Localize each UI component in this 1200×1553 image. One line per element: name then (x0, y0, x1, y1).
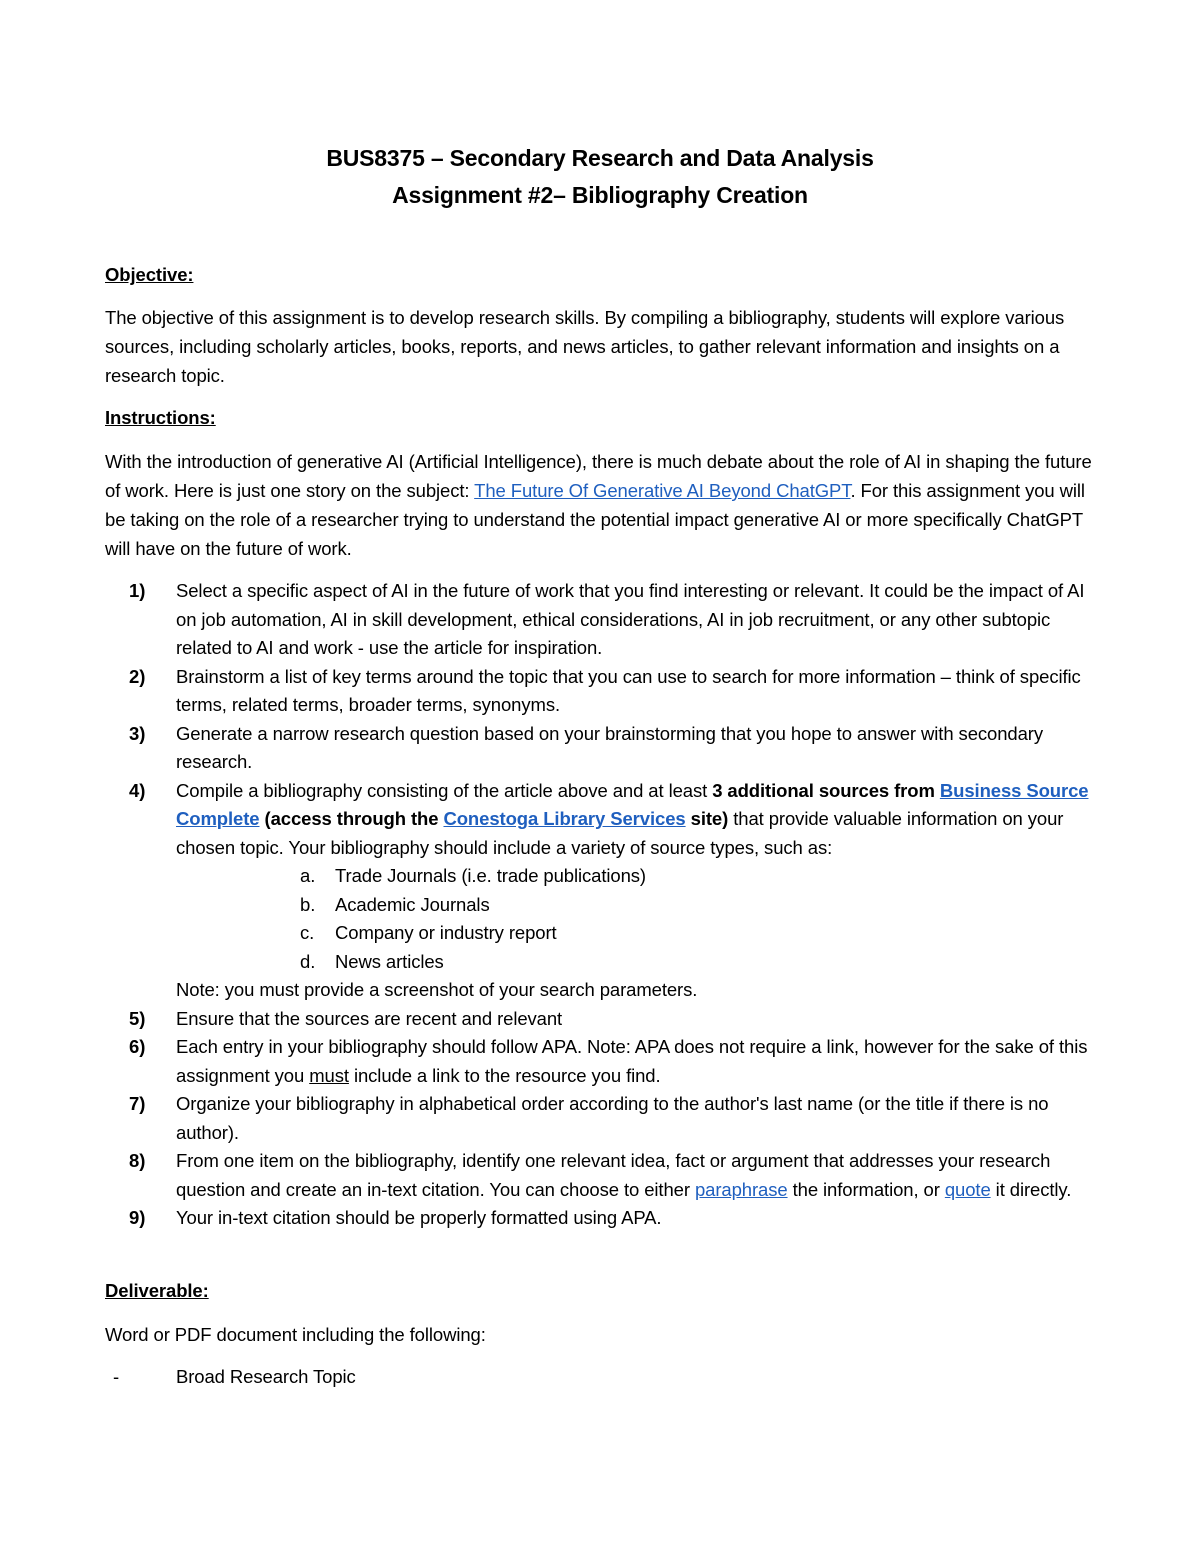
objective-heading: Objective: (105, 264, 194, 285)
step-number: 3) (129, 722, 146, 744)
sub-list-item (105, 948, 1100, 977)
deliverable-heading: Deliverable: (105, 1280, 209, 1301)
sub-text: Trade Journals (i.e. trade publications) (335, 865, 646, 886)
intro-text-b: . For this assignment you will be taking on the role of a researcher trying to understand the potential impact generative AI or more specifically ChatGPT will have on the future of work. (105, 480, 1085, 559)
sub-list-item (105, 919, 1100, 948)
step-text: Compile a bibliography consisting of the article above and at least (176, 779, 713, 801)
course-title: BUS8375 – Secondary Research and Data Analysis (326, 145, 874, 171)
article-link[interactable]: The Future Of Generative AI Beyond ChatGPT (474, 480, 851, 501)
sub-list-item (105, 891, 1100, 920)
dash-bullet: - (113, 1366, 120, 1387)
step-text: Organize your bibliography in alphabetical order according to the author's last name (or the title if there is no author). (176, 1093, 1049, 1143)
instructions-section (105, 403, 1100, 432)
assignment-title: Assignment #2– Bibliography Creation (392, 182, 808, 208)
sub-list-item (105, 862, 1100, 891)
step-text: it directly. (990, 1178, 1072, 1200)
step-bold-text: site) (685, 808, 729, 829)
sub-letter: c. (300, 922, 315, 943)
sub-text: Academic Journals (335, 893, 490, 915)
list-item (105, 1005, 1100, 1034)
conestoga-library-link[interactable]: Conestoga Library Services (443, 808, 686, 829)
step-number: 7) (129, 1093, 146, 1114)
intro-text-a: With the introduction of generative AI (Artificial Intelligence), there is much debate about the role of AI in shaping the future of work. Here is just one story on the subject: (105, 451, 1092, 501)
objective-text: The objective of this assignment is to develop research skills. By compiling a bibliography, students will explore various sources, including scholarly articles, books, reports, and news articles, to gather relevant information and insights on a research topic. (105, 307, 1065, 386)
step-bold-text: 3 additional sources from (712, 779, 940, 801)
step-text: Ensure that the sources are recent and relevant (176, 1007, 563, 1029)
step-text: Your in-text citation should be properly formatted using APA. (176, 1207, 662, 1228)
list-item (105, 663, 1100, 720)
list-item (105, 720, 1100, 777)
instructions-intro (105, 447, 1100, 563)
list-item (105, 1033, 1100, 1090)
business-source-complete-link[interactable]: Business Source Complete (176, 779, 1089, 829)
must-emphasis: must (309, 1064, 349, 1086)
step-text: that provide valuable information on your chosen topic. Your bibliography should include a variety of source types, such as: (176, 808, 1064, 858)
deliverable-list (105, 1363, 1100, 1392)
sub-letter: d. (300, 950, 316, 972)
step-number: 6) (129, 1036, 146, 1057)
deliverable-intro: Word or PDF document including the following: (105, 1324, 486, 1345)
step-text: the information, or (787, 1178, 945, 1200)
deliverable-item-text: Broad Research Topic (176, 1366, 356, 1387)
step-text: Brainstorm a list of key terms around the topic that you can use to search for more information – think of specific terms, related terms, broader terms, synonyms. (176, 665, 1081, 715)
list-item (105, 777, 1100, 863)
paraphrase-link[interactable]: paraphrase (694, 1178, 788, 1200)
step-number: 9) (129, 1207, 146, 1228)
instructions-heading: Instructions: (105, 407, 216, 428)
screenshot-note: Note: you must provide a screenshot of your search parameters. (176, 979, 698, 1000)
step-text: Select a specific aspect of AI in the future of work that you find interesting or relevant. It could be the impact of AI on job automation, AI in skill development, ethical considerations, AI in job recruitment, or any other subtopic related to AI and work - use the article for inspiration. (176, 580, 1085, 658)
list-item (105, 577, 1100, 663)
quote-link[interactable]: quote (944, 1178, 991, 1200)
steps-list (105, 577, 1100, 1233)
list-item (105, 1363, 1100, 1392)
step-text: From one item on the bibliography, identify one relevant idea, fact or argument that addresses your research question and create an in-text citation. You can choose to either (176, 1150, 1051, 1200)
deliverable-section (105, 1276, 1100, 1305)
step-number: 8) (129, 1150, 146, 1171)
list-item (105, 1204, 1100, 1233)
step-bold-text: (access through the (259, 808, 444, 829)
step-number: 4) (129, 779, 146, 801)
step-number: 2) (129, 665, 146, 687)
sub-text: Company or industry report (335, 922, 557, 943)
objective-section (105, 260, 1100, 289)
step-text: Each entry in your bibliography should follow APA. Note: APA does not require a link, however for the sake of this assignment you (176, 1036, 1088, 1086)
step-number: 1) (129, 580, 146, 601)
sub-letter: a. (300, 865, 316, 886)
sub-letter: b. (300, 893, 316, 915)
step-number: 5) (129, 1007, 146, 1029)
step-text: include a link to the resource you find. (348, 1064, 661, 1086)
list-item (105, 1147, 1100, 1204)
sub-text: News articles (335, 950, 444, 972)
step-text: Generate a narrow research question based on your brainstorming that you hope to answer with secondary research. (176, 722, 1043, 772)
list-item (105, 1090, 1100, 1147)
